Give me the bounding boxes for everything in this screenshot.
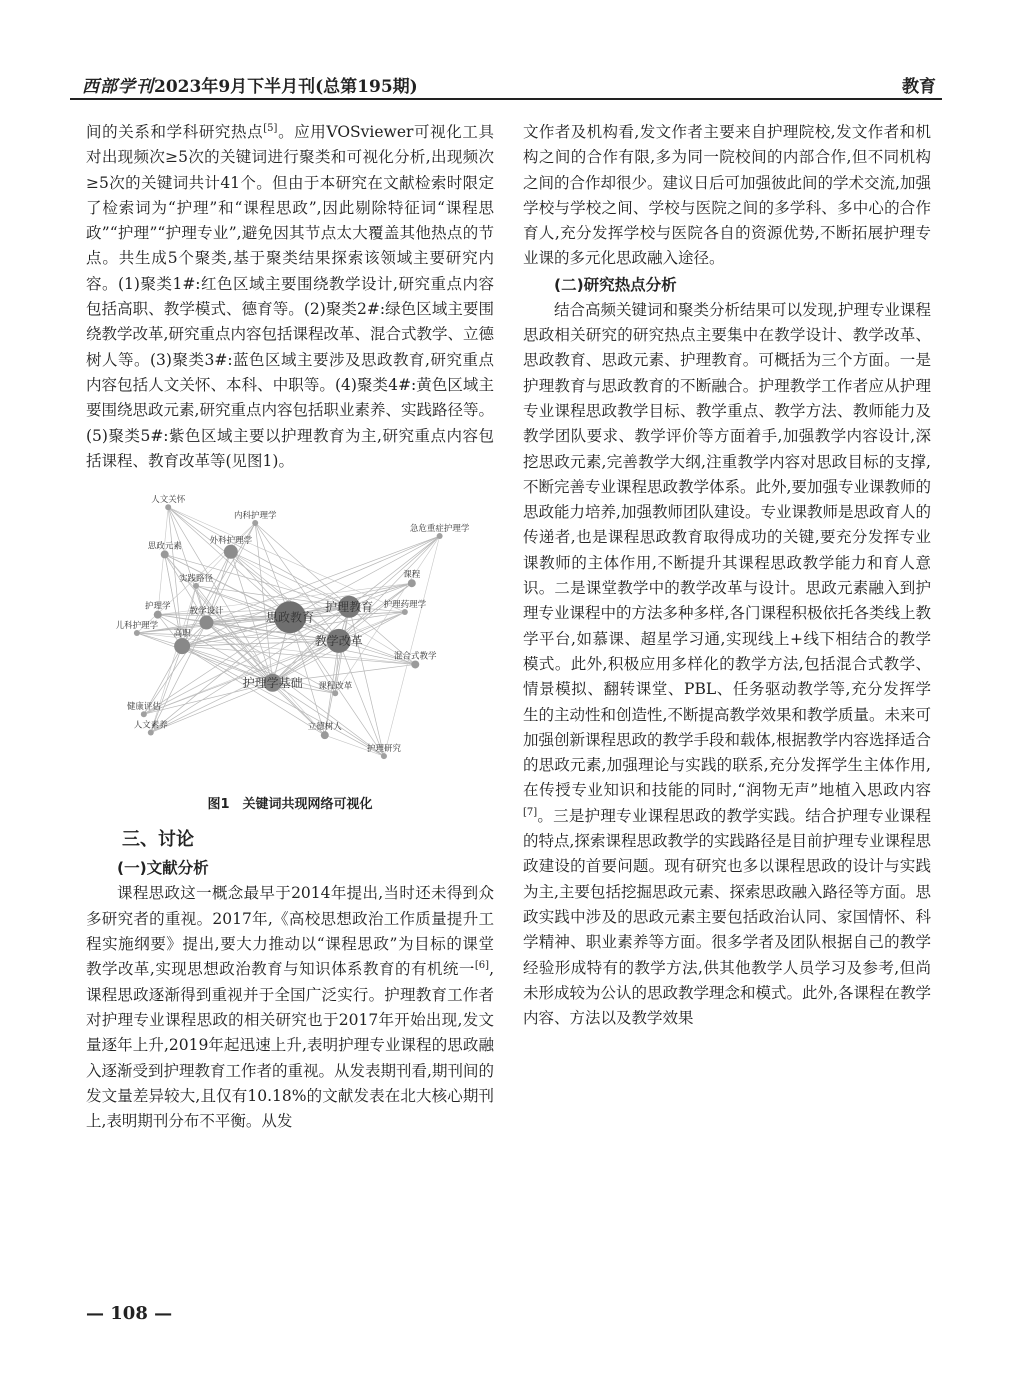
network-node-label: 实践路径 (179, 573, 214, 584)
network-node (154, 611, 162, 619)
network-edge (151, 683, 273, 733)
network-node-label: 高职 (173, 629, 191, 640)
subsection-heading: (二)研究热点分析 (554, 275, 677, 294)
network-node-label: 护理药理学 (383, 600, 427, 611)
network-node-label: 课程 (403, 570, 421, 581)
network-node (161, 551, 169, 559)
network-edge (168, 507, 405, 612)
header-rule (70, 98, 942, 100)
journal-title: 西部学刊2023年9月下半月刊(总第195期) (82, 77, 418, 97)
network-edge (144, 607, 349, 714)
network-node-label: 内科护理学 (233, 511, 277, 522)
network-node-label: 护理教育 (325, 599, 374, 614)
network-node-label: 思政元素 (147, 541, 182, 552)
network-node-label: 立德树人 (307, 722, 342, 733)
network-node-label: 急危重症护理学 (409, 524, 470, 535)
left-column (86, 120, 494, 1134)
paragraph: 课程思政这一概念最早于2014年提出,当时还未得到众多研究者的重视。2017年,《高校思想政治工作质量提升工程实施纲要》提出,要大力推动以“课程思政”为目标的课堂教学改革,实现思想政治教育与知识体系教育的有机统一[6],课程思政逐渐得到重视并于全国广泛实行。护理教育工作者对护理专业课程思政的相关研究也于2017年开始出现,发文量逐年上升,2019年起迅速上升,表明护理专业课程的思政融入逐渐受到护理教育工作者的重视。从发表期刊看,期刊间的发文量差异较大,且仅有10.18%的文献发表在北大核心期刊上,表明期刊分布不平衡。从发 (86, 884, 494, 1131)
network-edge (384, 536, 440, 756)
section-heading: 三、讨论 (122, 829, 194, 851)
network-node-label: 混合式教学 (394, 651, 437, 662)
network-node-label: 教学改革 (314, 634, 363, 649)
section-label: 教育 (902, 77, 936, 97)
page-header (70, 70, 942, 102)
page-number: — 108 — (86, 1303, 173, 1324)
network-node-label: 人文素养 (133, 720, 168, 731)
figure-caption: 图1 关键词共现网络可视化 (207, 797, 373, 813)
network-node-label: 外科护理学 (209, 535, 253, 546)
network-node-label: 健康评估 (126, 702, 161, 713)
subsection-heading: (一)文献分析 (117, 859, 209, 878)
network-node (408, 579, 416, 587)
network-node (174, 638, 190, 654)
network-edge (144, 641, 339, 714)
network-graph (86, 488, 494, 788)
paragraph: 结合高频关键词和聚类分析结果可以发现,护理专业课程思政相关研究的研究热点主要集中在教学设计、教学改革、思政教育、思政元素、护理教育。可概括为三个方面。一是护理教育与思政教育的不断融合。护理教学工作者应从护理专业课程思政教学目标、教学重点、教学方法、教师能力及教学团队要求、教学评价等方面着手,加强教学内容设计,深挖思政元素,完善教学大纲,注重教学内容对思政目标的支撑,不断完善专业课程思政教学体系。此外,要加强专业课教师的思政能力培养,加强教师团队建设。专业课教师是思政育人的传递者,也是课程思政教育取得成功的关键,要充分发挥专业课教师的主体作用,不断提升其课程思政教学能力和育人意识。二是课堂教学中的教学改革与设计。思政元素融入到护理专业课程中的方法多种多样,各门课程积极依托各类线上教学平台,如慕课、超星学习通,实现线上+线下相结合的教学模式。此外,积极应用多样化的教学方法,包括混合式教学、情景模拟、翻转课堂、PBL、任务驱动教学等,充分发挥学生的主动性和创造性,不断提高教学效果和教学质量。未来可加强创新课程思政的教学手段和载体,根据教学内容选择适合的思政元素,加强理论与实践的联系,充分发挥学生主体作用,在传授专业知识和技能的同时,“润物无声”地植入思政内容[7]。三是护理专业课程思政的教学实践。结合护理专业课程的特点,探索课程思政教学的实践路径是目前护理专业课程思政建设的首要问题。现有研究也多以课程思政的设计与实践为主,主要包括挖掘思政元素、探索思政融入路径等方面。思政实践中涉及的思政元素主要包括政治认同、家国情怀、科学精神、职业素养等方面。很多学者及团队根据自己的教学经验形成特有的教学方法,供其他教学人员学习及参考,但尚未形成较为公认的思政教学理念和模式。此外,各课程在教学内容、方法以及教学效果 (523, 300, 931, 1028)
right-column (523, 120, 931, 1031)
network-edge (339, 536, 440, 641)
paragraph: 文作者及机构看,发文作者主要来自护理院校,发文作者和机构之间的合作有限,多为同一院校间的内部合作,但不同机构之间的合作却很少。建议日后可加强彼此间的学术交流,加强学校与学校之间、学校与医院之间的多学科、多中心的合作育人,充分发挥学校与医院各自的资源优势,不断拓展护理专业课的多元化思政融入途径。 (523, 123, 931, 268)
network-node-label: 护理研究 (366, 744, 401, 755)
network-node (411, 661, 419, 669)
network-node (224, 545, 238, 559)
network-edge (158, 507, 168, 614)
paragraph: 间的关系和学科研究热点[5]。应用VOSviewer可视化工具对出现频次≥5次的关键词进行聚类和可视化分析,出现频次≥5次的关键词共计41个。但由于本研究在文献检索时限定了检索词为“护理”和“课程思政”,因此剔除特征词“课程思政”“护理”“护理专业”,避免因其节点太大覆盖其他热点的节点。共生成5个聚类,基于聚类结果探索该领域主要研究内容。(1)聚类1#:红色区域主要围绕教学设计,研究重点内容包括高职、教学模式、德育等。(2)聚类2#:绿色区域主要围绕教学改革,研究重点内容包括课程改革、混合式教学、立德树人等。(3)聚类3#:蓝色区域主要涉及思政教育,研究重点内容包括人文关怀、本科、中职等。(4)聚类4#:黄色区域主要围绕思政元素,研究重点内容包括职业素养、实践路径等。(5)聚类5#:紫色区域主要以护理教育为主,研究重点内容包括课程、教育改革等(见图1)。 (86, 122, 494, 470)
network-node (321, 731, 329, 739)
network-edge (182, 646, 384, 756)
network-node-label: 护理学基础 (242, 675, 303, 690)
network-node-label: 护理学 (145, 601, 171, 612)
network-node-label: 儿科护理学 (115, 621, 159, 632)
network-node-label: 思政教育 (265, 610, 315, 625)
keyword-network-figure (86, 488, 494, 788)
network-node-label: 课程改革 (318, 681, 353, 692)
network-edge (182, 646, 415, 664)
network-node-label: 教学设计 (189, 606, 224, 617)
network-node-label: 人文关怀 (151, 495, 186, 506)
network-edge (349, 536, 439, 607)
network-node (199, 616, 213, 630)
